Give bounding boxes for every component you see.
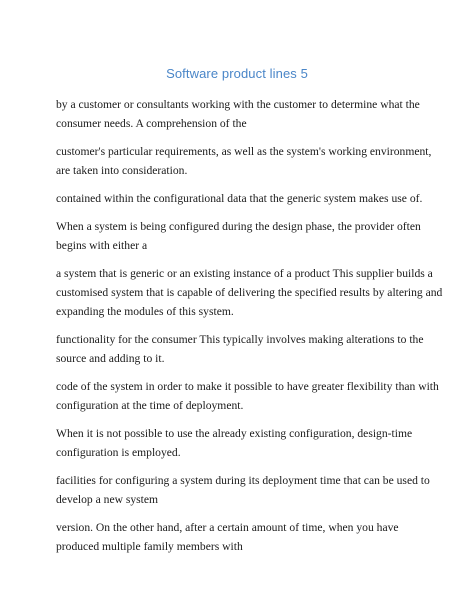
document-body: [56, 95, 443, 565]
text-line: When a system is being configured during the design phase, the provider often: [56, 220, 421, 233]
page-title: Software product lines 5: [166, 66, 308, 81]
paragraph: [56, 142, 432, 180]
paragraph: [56, 424, 424, 462]
text-line: produced multiple family members with: [56, 540, 243, 553]
text-line: code of the system in order to make it possible to have greater flexibility than with: [56, 380, 439, 393]
paragraph: [56, 330, 424, 368]
paragraph: [56, 189, 424, 208]
paragraph: [56, 95, 424, 133]
text-line: expanding the modules of this system.: [56, 305, 234, 318]
text-line: configuration at the time of deployment.: [56, 399, 244, 412]
paragraph: [56, 377, 439, 415]
paragraph: [56, 264, 443, 321]
paragraph: [56, 518, 424, 556]
text-line: a system that is generic or an existing instance of a product This supplier builds a: [56, 267, 433, 280]
text-line: by a customer or consultants working with the customer to determine what the: [56, 98, 420, 111]
paragraph: [56, 217, 424, 255]
text-line: version. On the other hand, after a certain amount of time, when you have: [56, 521, 399, 534]
text-line: develop a new system: [56, 493, 159, 506]
text-line: begins with either a: [56, 239, 148, 252]
text-line: consumer needs. A comprehension of the: [56, 117, 247, 130]
text-line: When it is not possible to use the already existing configuration, design-time: [56, 427, 413, 440]
text-line: contained within the configurational data that the generic system makes use of.: [56, 192, 423, 205]
text-line: customer's particular requirements, as well as the system's working environment,: [56, 145, 432, 158]
text-line: configuration is employed.: [56, 446, 181, 459]
text-line: are taken into consideration.: [56, 164, 188, 177]
text-line: customised system that is capable of delivering the specified results by altering and: [56, 286, 443, 299]
paragraph: [56, 471, 430, 509]
text-line: facilities for configuring a system during its deployment time that can be used to: [56, 474, 430, 487]
text-line: source and adding to it.: [56, 352, 165, 365]
text-line: functionality for the consumer This typically involves making alterations to the: [56, 333, 424, 346]
